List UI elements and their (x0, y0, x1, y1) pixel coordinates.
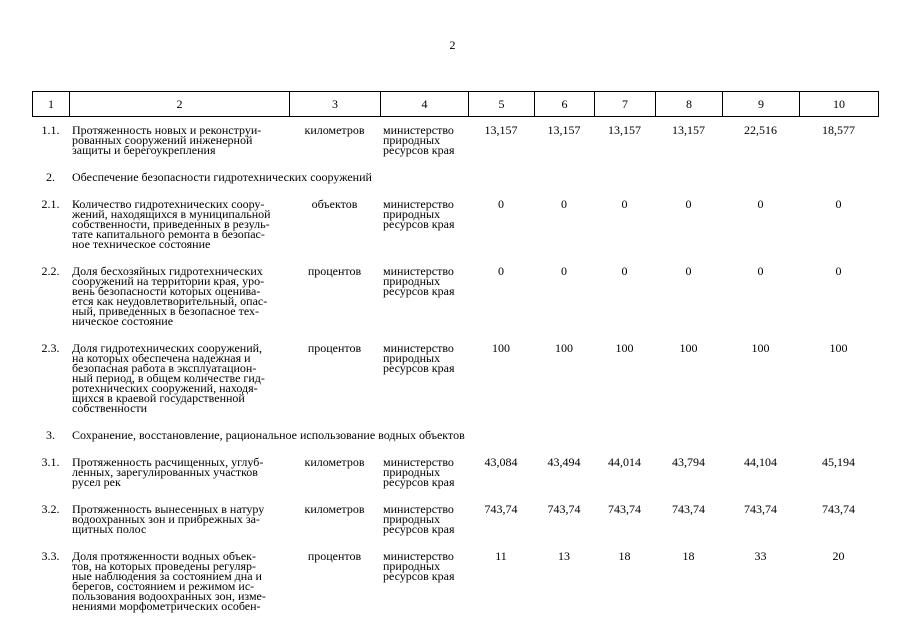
indicator-name: Протяженность расчищенных, углуб- ленных, зарегулированных участков русел рек (72, 455, 264, 489)
value-col-8: 0 (685, 264, 692, 278)
value-col-9: 743,74 (744, 502, 777, 516)
value-col-8: 100 (679, 341, 698, 355)
responsible-agency: министерство природных ресурсов края (383, 123, 455, 157)
indicator-name: Доля протяженности водных объек- тов, на которых проведены регуляр- ные наблюдения за состоянием дна и берегов, состоянием и режимом ис- пользования водоохранных зон, изме- нениями морфометрических особен- (72, 549, 266, 613)
indicator-name: Количество гидротехнических соору- жений, находящихся в муниципальной собственности, приведенных в резуль- тате капитального ремонта в безопас- ное техническое состояние (72, 197, 271, 251)
value-col-5: 13,157 (484, 123, 518, 137)
value-col-7: 18 (618, 549, 631, 563)
value-col-5: 100 (492, 341, 510, 355)
table-row (32, 340, 878, 413)
value-col-5: 0 (498, 264, 504, 278)
table-row (32, 454, 878, 487)
section-row (32, 169, 878, 182)
section-title: Сохранение, восстановление, рациональное использование водных объектов (72, 428, 465, 442)
value-col-7: 13,157 (608, 123, 641, 137)
row-number: 2.1. (41, 197, 60, 211)
value-col-9: 0 (757, 197, 764, 211)
value-col-10: 0 (835, 264, 842, 278)
header-cell-9: 9 (723, 92, 800, 117)
row-number: 3.1. (41, 455, 60, 469)
header-cell-3: 3 (290, 92, 381, 117)
responsible-agency: министерство природных ресурсов края (383, 502, 455, 536)
value-col-6: 13,157 (547, 123, 581, 137)
unit: процентов (307, 549, 362, 563)
header-cell-6: 6 (535, 92, 595, 117)
section-number: 3. (46, 428, 55, 442)
page-number: 2 (449, 38, 456, 52)
value-col-6: 100 (555, 341, 573, 355)
value-col-5: 0 (498, 197, 504, 211)
value-col-8: 0 (685, 197, 692, 211)
value-col-5: 11 (495, 549, 507, 563)
responsible-agency: министерство природных ресурсов края (383, 341, 455, 375)
header-row (33, 92, 879, 117)
value-col-10: 0 (835, 197, 842, 211)
table-header (32, 91, 879, 117)
unit: объектов (311, 197, 358, 211)
indicator-name: Доля гидротехнических сооружений, на которых обеспечена надежная и безопасная работа в эксплуатацион- ный период, в общем количестве гид- ротехнических сооружений, находя- щихся в краевой государственной собственности (72, 341, 265, 415)
value-col-10: 20 (832, 549, 845, 563)
value-col-8: 743,74 (672, 502, 705, 516)
row-number: 2.2. (41, 264, 60, 278)
value-col-10: 18,577 (822, 123, 855, 137)
unit: километров (304, 502, 365, 516)
header-cell-5: 5 (469, 92, 535, 117)
header-cell-10: 10 (800, 92, 879, 117)
indicator-name: Доля бесхозяйных гидротехнических сооружений на территории края, уро- вень безопасности которых оценива- ется как неудовлетворительный, опас- ный, приведенных в безопасное тех- ническое состояние (72, 264, 268, 328)
responsible-agency: министерство природных ресурсов края (383, 549, 455, 583)
table-row (32, 548, 878, 611)
value-col-7: 0 (621, 197, 628, 211)
unit: процентов (307, 341, 362, 355)
value-col-9: 33 (754, 549, 767, 563)
header-cell-7: 7 (595, 92, 656, 117)
responsible-agency: министерство природных ресурсов края (383, 264, 455, 298)
header-cell-4: 4 (381, 92, 469, 117)
table-row (32, 501, 878, 534)
header-cell-1: 1 (33, 92, 70, 117)
unit: километров (304, 123, 365, 137)
value-col-6: 43,494 (547, 455, 581, 469)
value-col-8: 43,794 (672, 455, 705, 469)
header-cell-2: 2 (70, 92, 290, 117)
value-col-8: 18 (682, 549, 695, 563)
value-col-7: 100 (615, 341, 634, 355)
value-col-6: 743,74 (547, 502, 581, 516)
indicator-name: Протяженность новых и реконструи- рованных сооружений инженерной защиты и берегоукрепления (72, 123, 262, 157)
value-col-5: 43,084 (484, 455, 518, 469)
value-col-7: 743,74 (608, 502, 641, 516)
unit: процентов (307, 264, 362, 278)
value-col-10: 743,74 (822, 502, 855, 516)
table-row (32, 263, 878, 326)
value-col-6: 0 (561, 264, 567, 278)
value-col-9: 0 (757, 264, 764, 278)
value-col-9: 100 (751, 341, 770, 355)
row-number: 3.3. (41, 549, 60, 563)
indicators-table (32, 122, 878, 611)
value-col-9: 22,516 (744, 123, 777, 137)
value-col-7: 0 (621, 264, 628, 278)
value-col-6: 0 (561, 197, 567, 211)
value-col-6: 13 (558, 549, 570, 563)
row-number: 3.2. (41, 502, 60, 516)
value-col-10: 45,194 (822, 455, 855, 469)
section-title: Обеспечение безопасности гидротехнических сооружений (72, 170, 372, 184)
value-col-10: 100 (829, 341, 848, 355)
responsible-agency: министерство природных ресурсов края (383, 197, 455, 231)
row-number: 1.1. (41, 123, 60, 137)
table-row (32, 122, 878, 155)
table-row (32, 196, 878, 249)
value-col-5: 743,74 (484, 502, 518, 516)
value-col-8: 13,157 (672, 123, 705, 137)
section-number: 2. (46, 170, 55, 184)
header-cell-8: 8 (656, 92, 723, 117)
indicator-name: Протяженность вынесенных в натуру водоохранных зон и прибрежных за- щитных полос (72, 502, 265, 536)
responsible-agency: министерство природных ресурсов края (383, 455, 455, 489)
value-col-9: 44,104 (744, 455, 777, 469)
section-row (32, 427, 878, 440)
value-col-7: 44,014 (608, 455, 641, 469)
row-number: 2.3. (41, 341, 60, 355)
unit: километров (304, 455, 365, 469)
